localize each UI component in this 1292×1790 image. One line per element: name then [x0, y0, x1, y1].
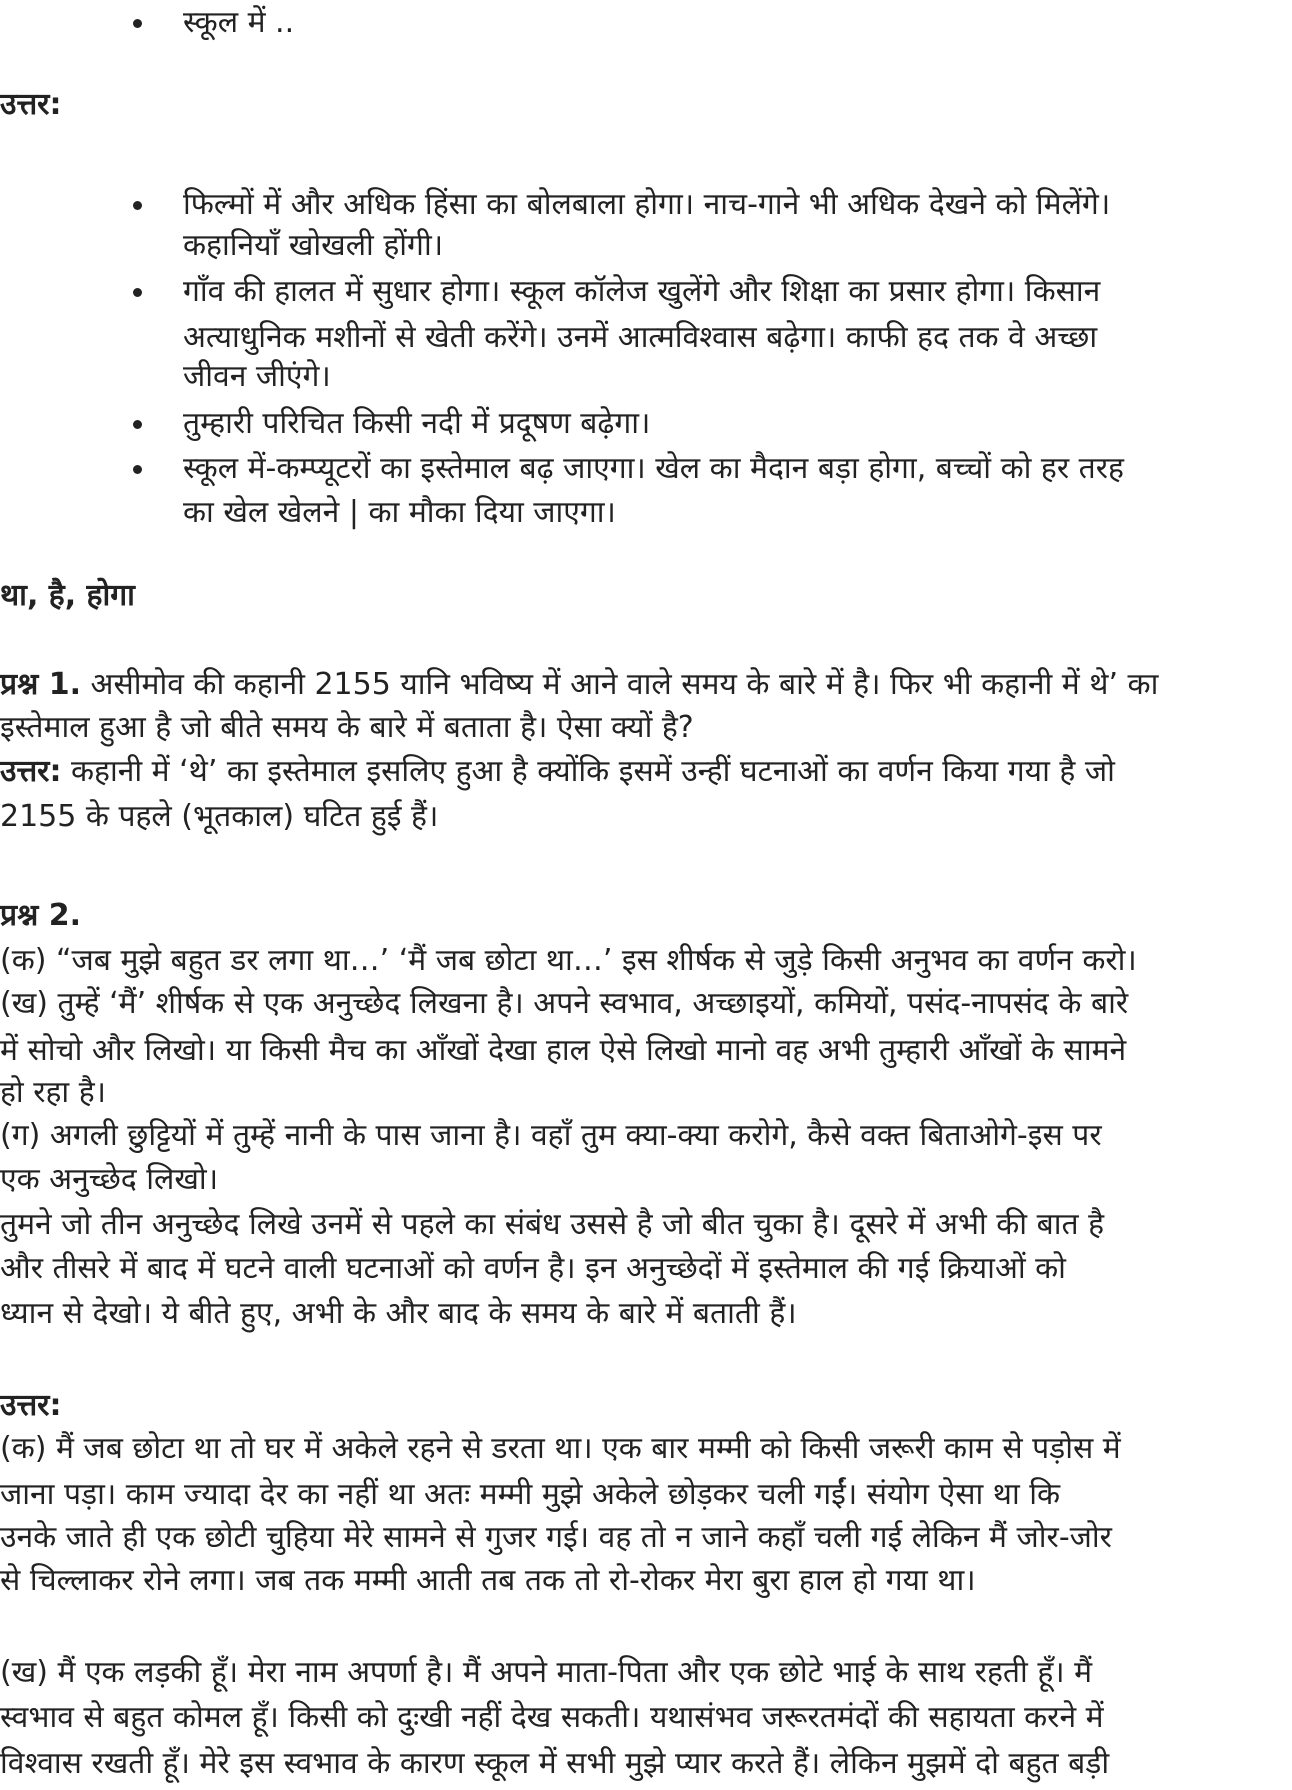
- section-heading-text: था, है, होगा: [0, 578, 135, 613]
- q2-line: तुमने जो तीन अनुच्छेद लिखे उनमें से पहले का संबंध उससे है जो बीत चुका है। दूसरे में अभी की बात है: [0, 1207, 1105, 1242]
- answer-ka-line: जाना पड़ा। काम ज्यादा देर का नहीं था अतः मम्मी मुझे अकेले छोड़कर चली गईं। संयोग ऐसा था कि: [0, 1477, 1061, 1512]
- q1-answer-line: 2155 के पहले (भूतकाल) घटित हुई हैं।: [0, 799, 439, 834]
- q2-label: प्रश्न 2.: [0, 898, 81, 933]
- answer-ka-line: उनके जाते ही एक छोटी चुहिया मेरे सामने से गुजर गई। वह तो न जाने कहाँ चली गई लेकिन मैं जोर-जोर: [0, 1520, 1112, 1555]
- q2-line: (ख) तुम्हें ‘मैं’ शीर्षक से एक अनुच्छेद लिखना है। अपने स्वभाव, अच्छाइयों, कमियों, पसंद-नापसंद के बारे: [0, 986, 1129, 1021]
- q1-answer-text: कहानी में ‘थे’ का इस्तेमाल इसलिए हुआ है क्योंकि इसमें उन्हीं घटनाओं का वर्णन किया गया है जो: [61, 754, 1115, 789]
- bullet-icon: [133, 201, 142, 210]
- q1-line: [0, 663, 1158, 707]
- section-heading: [0, 574, 135, 618]
- answer-label-text: उत्तर:: [0, 87, 62, 122]
- answer-kha-line: (ख) मैं एक लड़की हूँ। मेरा नाम अपर्णा है। मैं अपने माता-पिता और एक छोटे भाई के साथ रहती हूँ। मैं: [0, 1655, 1093, 1690]
- bullet-line: गाँव की हालत में सुधार होगा। स्कूल कॉलेज खुलेंगे और शिक्षा का प्रसार होगा। किसान: [183, 274, 1101, 309]
- q2-line: ध्यान से देखो। ये बीते हुए, अभी के और बाद के समय के बारे में बताती हैं।: [0, 1296, 797, 1331]
- q1-answer-label: उत्तर:: [0, 754, 62, 789]
- q2-answer-label-line: [0, 1384, 61, 1428]
- q1-line: इस्तेमाल हुआ है जो बीते समय के बारे में बताता है। ऐसा क्यों है?: [0, 710, 694, 745]
- q2-line: एक अनुच्छेद लिखो।: [0, 1162, 219, 1197]
- prev-bullet-text: स्कूल में ..: [183, 5, 295, 40]
- bullet-line: का खेल खेलने | का मौका दिया जाएगा।: [183, 495, 616, 530]
- q1-text: असीमोव की कहानी 2155 यानि भविष्य में आने वाले समय के बारे में है। फिर भी कहानी में थे’ का: [81, 667, 1159, 702]
- q1-answer-line: [0, 750, 1115, 794]
- q2-line: (ग) अगली छुट्टियों में तुम्हें नानी के पास जाना है। वहाँ तुम क्या-क्या करोगे, कैसे वक्त बिताओगे-इस पर: [0, 1118, 1102, 1153]
- q2-label-line: [0, 894, 81, 938]
- bullet-icon: [133, 420, 142, 429]
- answer-kha-line: विश्वास रखती हूँ। मेरे इस स्वभाव के कारण स्कूल में सभी मुझे प्यार करते हैं। लेकिन मुझमें दो बहुत बड़ी: [0, 1746, 1110, 1781]
- bullet-line: स्कूल में-कम्प्यूटरों का इस्तेमाल बढ़ जाएगा। खेल का मैदान बड़ा होगा, बच्चों को हर तरह: [183, 451, 1124, 486]
- bullet-line: फिल्मों में और अधिक हिंसा का बोलबाला होगा। नाच-गाने भी अधिक देखने को मिलेंगे।: [183, 187, 1111, 222]
- q2-line: और तीसरे में बाद में घटने वाली घटनाओं को वर्णन है। इन अनुच्छेदों में इस्तेमाल की गई क्रियाओं को: [0, 1251, 1066, 1286]
- answer-label: [0, 83, 61, 127]
- answer-ka-line: (क) मैं जब छोटा था तो घर में अकेले रहने से डरता था। एक बार मम्मी को किसी जरूरी काम से पड़ोस में: [0, 1431, 1121, 1466]
- q2-line: हो रहा है।: [0, 1075, 107, 1110]
- bullet-line: जीवन जीएंगे।: [183, 359, 331, 394]
- bullet-line: कहानियाँ खोखली होंगी।: [183, 228, 444, 263]
- bullet-line: अत्याधुनिक मशीनों से खेती करेंगे। उनमें आत्मविश्वास बढ़ेगा। काफी हद तक वे अच्छा: [183, 320, 1098, 355]
- bullet-icon: [133, 465, 142, 474]
- bullet-line: तुम्हारी परिचित किसी नदी में प्रदूषण बढ़ेगा।: [183, 406, 651, 441]
- q2-line: में सोचो और लिखो। या किसी मैच का आँखों देखा हाल ऐसे लिखो मानो वह अभी तुम्हारी आँखों के सामने: [0, 1033, 1127, 1068]
- answer-ka-line: से चिल्लाकर रोने लगा। जब तक मम्मी आती तब तक तो रो-रोकर मेरा बुरा हाल हो गया था।: [0, 1563, 976, 1598]
- q2-answer-label: उत्तर:: [0, 1388, 62, 1423]
- answer-kha-line: स्वभाव से बहुत कोमल हूँ। किसी को दुःखी नहीं देख सकती। यथासंभव जरूरतमंदों की सहायता करने में: [0, 1700, 1104, 1735]
- q2-line: (क) “जब मुझे बहुत डर लगा था…’ ‘मैं जब छोटा था…’ इस शीर्षक से जुड़े किसी अनुभव का वर्णन करो।: [0, 943, 1137, 978]
- bullet-icon: [133, 19, 142, 28]
- q1-label: प्रश्न 1.: [0, 667, 81, 702]
- bullet-icon: [133, 288, 142, 297]
